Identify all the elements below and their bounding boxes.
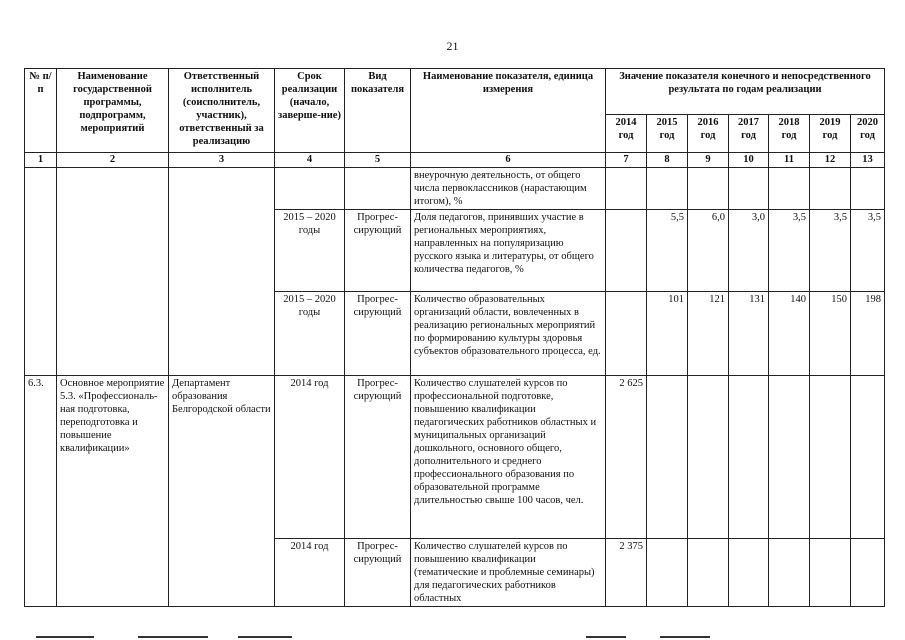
cell-term: 2014 год xyxy=(275,539,345,607)
header-col-program: Наименование государственной программы, подпрограмм, мероприятий xyxy=(57,69,169,153)
cell-number xyxy=(25,168,57,376)
scan-mark xyxy=(238,636,292,638)
cell-term: 2014 год xyxy=(275,376,345,539)
cell-value: 3,5 xyxy=(851,210,885,292)
cell-value: 3,5 xyxy=(810,210,851,292)
column-number: 7 xyxy=(606,153,647,168)
header-col-number: № п/п xyxy=(25,69,57,153)
cell-value xyxy=(769,539,810,607)
scan-mark xyxy=(660,636,710,638)
header-values-group: Значение показателя конечного и непосредственного результата по годам реализации xyxy=(606,69,885,115)
cell-value xyxy=(688,376,729,539)
column-number: 8 xyxy=(647,153,688,168)
column-number: 11 xyxy=(769,153,810,168)
table-row xyxy=(25,168,885,210)
header-year: 2017 год xyxy=(729,115,769,153)
column-number: 10 xyxy=(729,153,769,168)
cell-executor: Департамент образования Белгородской области xyxy=(169,376,275,607)
indicators-table xyxy=(24,68,885,607)
scan-mark xyxy=(138,636,208,638)
cell-value: 2 625 xyxy=(606,376,647,539)
cell-value xyxy=(729,539,769,607)
cell-value: 3,0 xyxy=(729,210,769,292)
cell-value xyxy=(851,539,885,607)
cell-indicator: Доля педагогов, принявших участие в региональных мероприятиях, направленных на популяризацию русского языка и литературы, от общего количества педагогов, % xyxy=(411,210,606,292)
header-year: 2014 год xyxy=(606,115,647,153)
cell-value: 6,0 xyxy=(688,210,729,292)
header-year: 2020 год xyxy=(851,115,885,153)
cell-term: 2015 – 2020 годы xyxy=(275,210,345,292)
column-number: 1 xyxy=(25,153,57,168)
cell-value: 5,5 xyxy=(647,210,688,292)
cell-value xyxy=(606,168,647,210)
header-col-term: Срок реализации (начало, заверше-ние) xyxy=(275,69,345,153)
cell-value: 121 xyxy=(688,292,729,376)
cell-value xyxy=(769,376,810,539)
scan-mark xyxy=(36,636,94,638)
header-year: 2019 год xyxy=(810,115,851,153)
cell-value: 101 xyxy=(647,292,688,376)
cell-term xyxy=(275,168,345,210)
cell-type: Прогрес-сирующий xyxy=(345,376,411,539)
column-number: 4 xyxy=(275,153,345,168)
column-number: 3 xyxy=(169,153,275,168)
cell-value xyxy=(606,210,647,292)
cell-value xyxy=(729,376,769,539)
cell-value xyxy=(688,168,729,210)
scan-mark xyxy=(586,636,626,638)
cell-value xyxy=(851,168,885,210)
cell-value: 140 xyxy=(769,292,810,376)
column-number: 9 xyxy=(688,153,729,168)
cell-indicator: Количество слушателей курсов по повышению квалификации (тематические и проблемные семинары) для педагогических работников областных xyxy=(411,539,606,607)
cell-value xyxy=(647,168,688,210)
cell-number: 6.3. xyxy=(25,376,57,607)
header-col-executor: Ответственный исполнитель (соисполнитель, участник), ответственный за реализацию xyxy=(169,69,275,153)
cell-executor xyxy=(169,168,275,376)
cell-program xyxy=(57,168,169,376)
column-number: 5 xyxy=(345,153,411,168)
cell-indicator: внеурочную деятельность, от общего числа первоклассников (нарастающим итогом), % xyxy=(411,168,606,210)
cell-indicator: Количество слушателей курсов по профессиональной подготовке, повышению квалификации педагогических работников областных и муниципальных организаций дошкольного, основного общего, дополнительного и среднего профессионального образования по образовательной программе длительностью свыше 100 часов, чел. xyxy=(411,376,606,539)
cell-value xyxy=(810,168,851,210)
header-year: 2016 год xyxy=(688,115,729,153)
cell-value xyxy=(769,168,810,210)
page-number: 21 xyxy=(446,39,459,53)
cell-value: 198 xyxy=(851,292,885,376)
cell-term: 2015 – 2020 годы xyxy=(275,292,345,376)
cell-type: Прогрес-сирующий xyxy=(345,292,411,376)
cell-value xyxy=(851,376,885,539)
cell-value: 3,5 xyxy=(769,210,810,292)
cell-value xyxy=(688,539,729,607)
column-number: 2 xyxy=(57,153,169,168)
column-number: 12 xyxy=(810,153,851,168)
header-year: 2018 год xyxy=(769,115,810,153)
cell-value xyxy=(647,539,688,607)
header-year: 2015 год xyxy=(647,115,688,153)
column-number: 13 xyxy=(851,153,885,168)
cell-value: 2 375 xyxy=(606,539,647,607)
cell-indicator: Количество образовательных организаций области, вовлеченных в реализацию региональных мероприятий по формированию культуры здоровья субъектов образовательного процесса, ед. xyxy=(411,292,606,376)
cell-value xyxy=(606,292,647,376)
cell-type: Прогрес-сирующий xyxy=(345,539,411,607)
table-row xyxy=(25,376,885,539)
header-col-type: Вид показателя xyxy=(345,69,411,153)
cell-value xyxy=(729,168,769,210)
column-numbers-row xyxy=(25,153,885,168)
cell-value xyxy=(647,376,688,539)
cell-value: 131 xyxy=(729,292,769,376)
header-col-indicator: Наименование показателя, единица измерения xyxy=(411,69,606,153)
column-number: 6 xyxy=(411,153,606,168)
cell-value: 150 xyxy=(810,292,851,376)
cell-type: Прогрес-сирующий xyxy=(345,210,411,292)
cell-value xyxy=(810,539,851,607)
cell-type xyxy=(345,168,411,210)
cell-program: Основное мероприятие 5.3. «Профессиональ-ная подготовка, переподготовка и повышение квалификации» xyxy=(57,376,169,607)
cell-value xyxy=(810,376,851,539)
scan-edge-marks xyxy=(0,632,905,638)
header-row xyxy=(25,69,885,115)
